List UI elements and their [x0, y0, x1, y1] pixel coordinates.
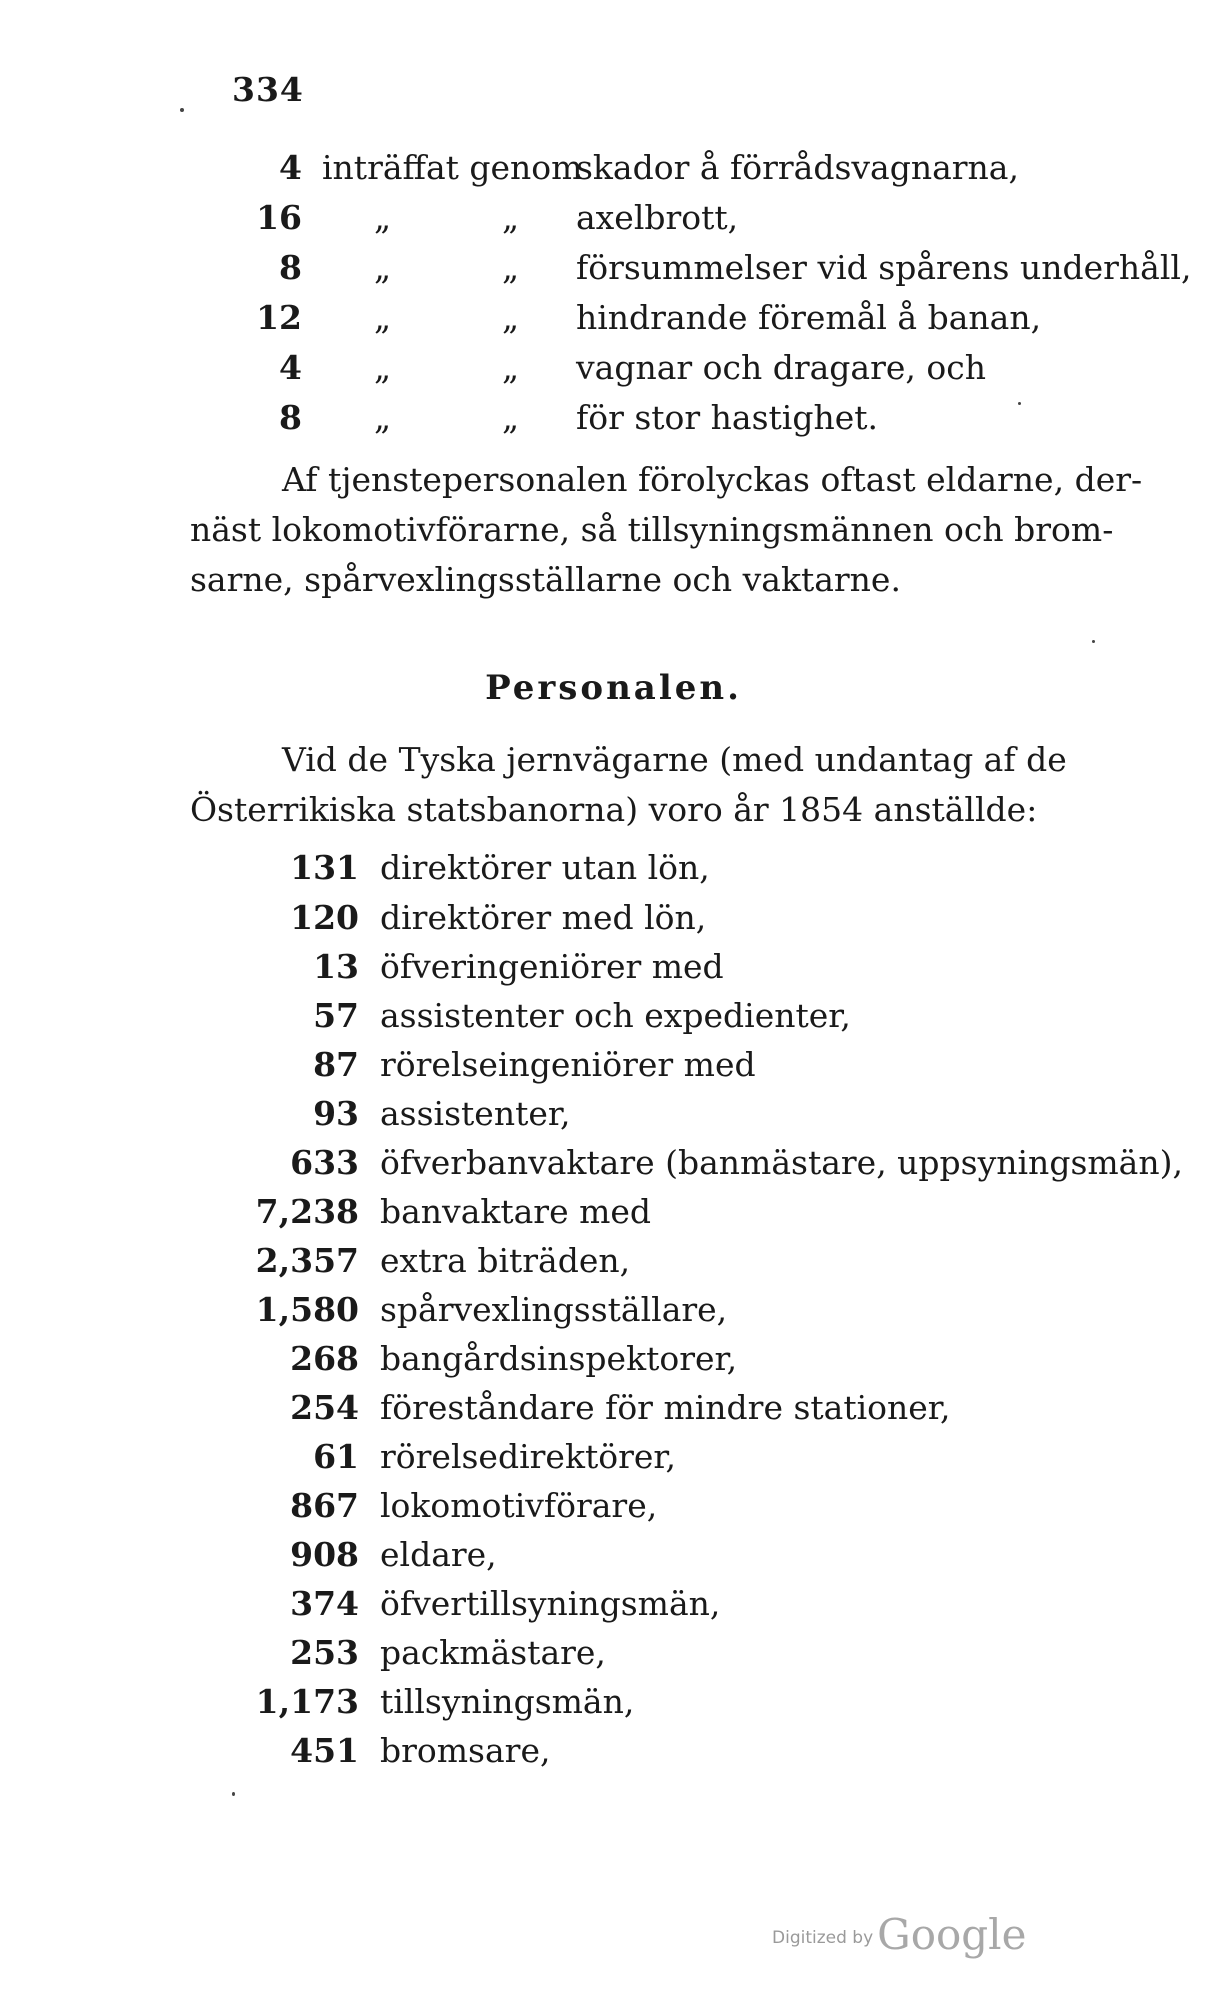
ditto-mark: „ [374, 348, 392, 387]
staff-count: 7,238 [255, 1192, 359, 1231]
accident-cause: hindrande föremål å banan, [576, 298, 1042, 337]
table-row [0, 1143, 1227, 1193]
staff-count: 61 [313, 1437, 359, 1476]
ditto-mark: „ [502, 248, 520, 287]
ditto-mark: „ [502, 398, 520, 437]
staff-count: 253 [290, 1633, 359, 1672]
section-heading: Personalen. [485, 668, 742, 708]
table-row [0, 1045, 1227, 1095]
staff-count: 57 [313, 996, 359, 1035]
staff-count: 633 [290, 1143, 359, 1182]
ditto-mark: „ [374, 398, 392, 437]
staff-count: 867 [290, 1486, 359, 1525]
accident-count: 4 [279, 148, 302, 187]
accident-count: 8 [279, 398, 302, 437]
table-row [0, 1633, 1227, 1683]
scan-speck [1018, 402, 1021, 405]
scan-speck [232, 1792, 235, 1796]
accident-cause: för stor hastighet. [576, 398, 879, 437]
table-row [0, 1682, 1227, 1732]
staff-title: föreståndare för mindre stationer, [380, 1388, 951, 1427]
page-number: 334 [232, 70, 304, 109]
accident-lead-text: inträffat genom [322, 148, 583, 187]
accident-count: 16 [256, 198, 302, 237]
ditto-mark: „ [502, 198, 520, 237]
staff-count: 451 [290, 1731, 359, 1770]
accident-count: 12 [256, 298, 302, 337]
ditto-mark: „ [502, 298, 520, 337]
table-row [0, 1290, 1227, 1340]
accident-cause: vagnar och dragare, och [576, 348, 986, 387]
staff-count: 1,173 [255, 1682, 359, 1721]
table-row [0, 1192, 1227, 1242]
accident-count: 4 [279, 348, 302, 387]
ditto-mark: „ [502, 348, 520, 387]
staff-title: extra biträden, [380, 1241, 631, 1280]
staff-count: 254 [290, 1388, 359, 1427]
list-item [0, 148, 1227, 198]
staff-title: eldare, [380, 1535, 497, 1574]
staff-title: bromsare, [380, 1731, 551, 1770]
scan-speck [1092, 640, 1095, 643]
staff-count: 93 [313, 1094, 359, 1133]
staff-title: direktörer utan lön, [380, 848, 710, 887]
ditto-mark: „ [374, 298, 392, 337]
staff-title: öfveringeniörer med [380, 947, 724, 986]
staff-count: 1,580 [255, 1290, 359, 1329]
staff-count: 374 [290, 1584, 359, 1623]
staff-count: 908 [290, 1535, 359, 1574]
table-row [0, 1584, 1227, 1634]
staff-title: bangårdsinspektorer, [380, 1339, 738, 1378]
staff-title: lokomotivförare, [380, 1486, 658, 1525]
staff-count: 87 [313, 1045, 359, 1084]
table-row [0, 1486, 1227, 1536]
table-row [0, 1388, 1227, 1438]
staff-title: rörelseingeniörer med [380, 1045, 756, 1084]
staff-title: öfvertillsyningsmän, [380, 1584, 721, 1623]
staff-title: direktörer med lön, [380, 898, 707, 937]
table-row [0, 1241, 1227, 1291]
digitized-watermark [772, 1910, 1026, 1959]
table-row [0, 996, 1227, 1046]
staff-count: 268 [290, 1339, 359, 1378]
staff-count: 120 [290, 898, 359, 937]
accident-count: 8 [279, 248, 302, 287]
list-item [0, 398, 1227, 448]
table-row [0, 848, 1227, 898]
staff-title: assistenter och expedienter, [380, 996, 851, 1035]
staff-title: öfverbanvaktare (banmästare, uppsyningsmän), [380, 1143, 1183, 1182]
digitized-prefix: Digitized by [772, 1928, 874, 1948]
list-item [0, 198, 1227, 248]
staff-title: spårvexlingsställare, [380, 1290, 728, 1329]
intro-line: Österrikiska statsbanorna) voro år 1854 anställde: [190, 790, 1038, 829]
paragraph-line: näst lokomotivförarne, så tillsyningsmännen och brom- [190, 510, 1114, 549]
intro-line: Vid de Tyska jernvägarne (med undantag af de [282, 740, 1067, 779]
table-row [0, 1731, 1227, 1781]
accident-cause: skador å förrådsvagnarna, [576, 148, 1019, 187]
table-row [0, 1339, 1227, 1389]
staff-title: assistenter, [380, 1094, 571, 1133]
body-paragraph [190, 455, 1143, 605]
staff-title: rörelsedirektörer, [380, 1437, 677, 1476]
table-row [0, 947, 1227, 997]
ditto-mark: „ [374, 248, 392, 287]
staff-title: packmästare, [380, 1633, 606, 1672]
scan-speck [180, 108, 184, 112]
list-item [0, 298, 1227, 348]
staff-count: 2,357 [255, 1241, 359, 1280]
table-row [0, 1437, 1227, 1487]
accident-cause: försummelser vid spårens underhåll, [576, 248, 1192, 287]
table-row [0, 1535, 1227, 1585]
list-item [0, 248, 1227, 298]
intro-paragraph [190, 735, 1140, 835]
paragraph-line: Af tjenstepersonalen förolyckas oftast eldarne, der- [282, 460, 1143, 499]
staff-count: 13 [313, 947, 359, 986]
ditto-mark: „ [374, 198, 392, 237]
table-row [0, 1094, 1227, 1144]
staff-count: 131 [290, 848, 359, 887]
staff-title: banvaktare med [380, 1192, 652, 1231]
table-row [0, 898, 1227, 948]
list-item [0, 348, 1227, 398]
google-logo: Google [877, 1910, 1027, 1959]
paragraph-line: sarne, spårvexlingsställarne och vaktarne. [190, 560, 901, 599]
accident-cause: axelbrott, [576, 198, 739, 237]
staff-title: tillsyningsmän, [380, 1682, 635, 1721]
